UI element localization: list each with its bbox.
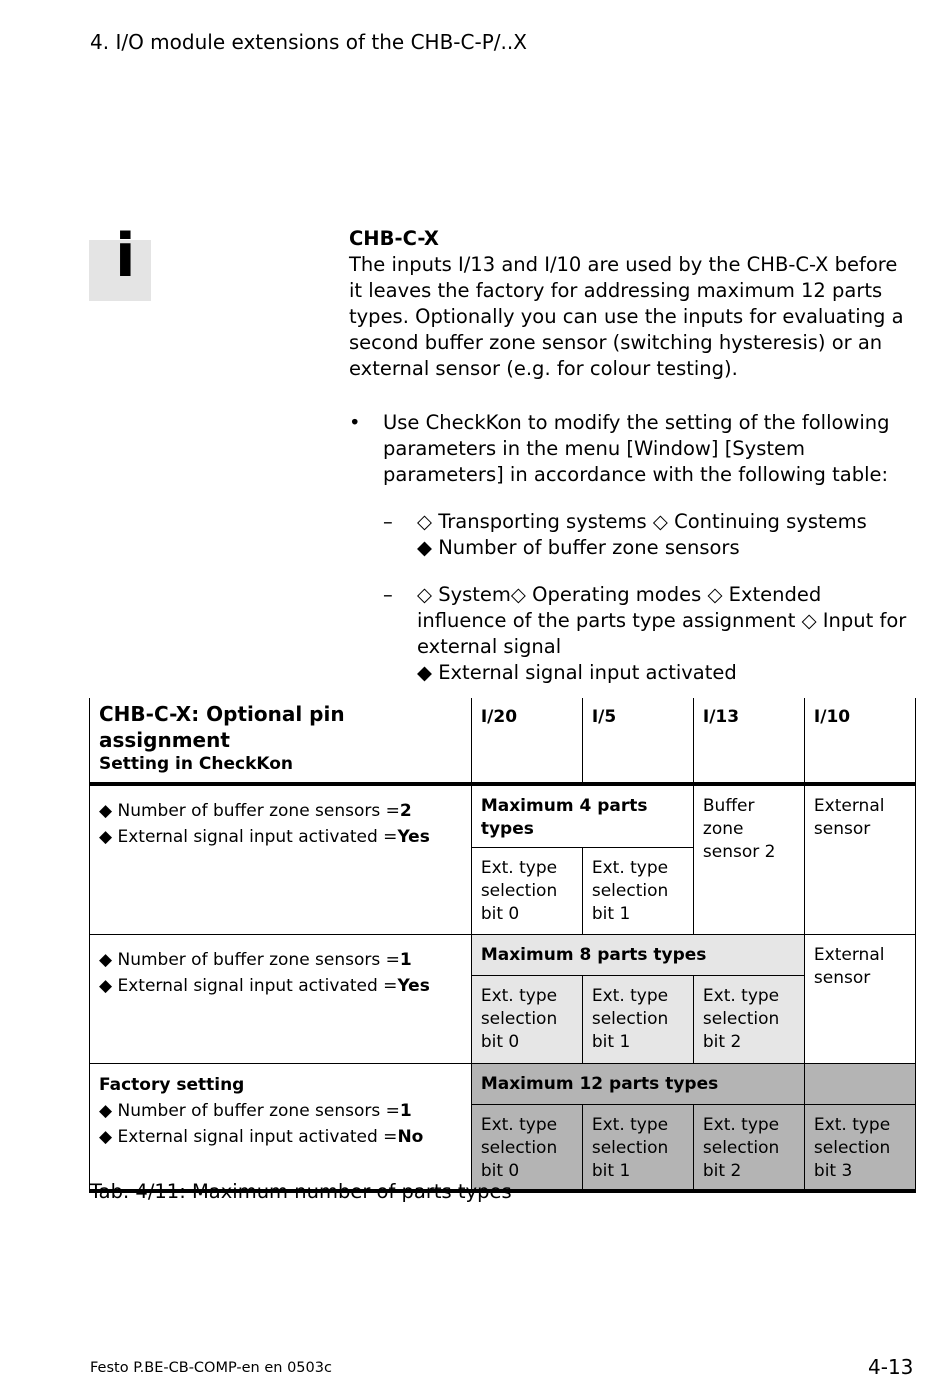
row-setting-label	[90, 935, 472, 1064]
table-title-cell	[90, 698, 472, 784]
table-title: CHB-C-X: Optional pin assignment	[99, 702, 345, 752]
table-cell: Ext. type selection bit 2	[693, 976, 804, 1064]
footer-doc-id: Festo P.BE-CB-COMP-en en 0503c	[90, 1360, 332, 1376]
span-header: Maximum 4 parts types	[471, 784, 693, 848]
dash-line: ◇ System◇ Operating modes ◇ Extended influence of the parts type assignment ◇ Input for external signal	[417, 583, 907, 658]
table-cell: External sensor	[804, 935, 915, 1064]
dash-line: ◆ External signal input activated	[417, 661, 737, 684]
dash-mark: –	[383, 583, 393, 606]
table-cell: Buffer zone sensor 2	[693, 784, 804, 935]
table-cell: Ext. type selection bit 0	[471, 848, 582, 935]
span-header: Maximum 12 parts types	[471, 1064, 804, 1105]
info-i-icon: i	[115, 221, 136, 291]
dash-mark: –	[383, 510, 393, 533]
table-header-row	[90, 698, 916, 784]
table-cell-empty	[804, 1064, 915, 1105]
setting-line: ◆ External signal input activated =Yes	[99, 976, 430, 996]
bullet-mark: •	[349, 411, 361, 434]
page-number: 4-13	[868, 1355, 914, 1379]
table-cell: External sensor	[804, 784, 915, 935]
factory-setting-title: Factory setting	[99, 1075, 245, 1095]
setting-line: ◆ Number of buffer zone sensors =2	[99, 801, 412, 821]
chapter-header: 4. I/O module extensions of the CHB-C-P/..X	[90, 30, 527, 54]
setting-line: ◆ Number of buffer zone sensors =1	[99, 950, 412, 970]
note-block	[349, 226, 909, 382]
note-body: The inputs I/13 and I/10 are used by the CHB-C-X before it leaves the factory for addressing maximum 12 parts types. Optionally you can use the inputs for evaluating a second buffer zone sensor (switching hysteresis) or an external sensor (e.g. for colour testing).	[349, 253, 904, 380]
column-header: I/10	[804, 698, 915, 784]
dash-line: ◆ Number of buffer zone sensors	[417, 536, 740, 559]
column-header: I/5	[582, 698, 693, 784]
row-setting-label	[90, 784, 472, 935]
setting-line: ◆ External signal input activated =Yes	[99, 827, 430, 847]
table-caption: Tab. 4/11: Maximum number of parts types	[90, 1180, 512, 1203]
table-cell: Ext. type selection bit 0	[471, 1105, 582, 1192]
table-cell: Ext. type selection bit 1	[582, 976, 693, 1064]
setting-line: ◆ Number of buffer zone sensors =1	[99, 1101, 412, 1121]
table-cell: Ext. type selection bit 1	[582, 1105, 693, 1192]
dash-line: ◇ Transporting systems ◇ Continuing systems	[417, 510, 867, 533]
table-subtitle: Setting in CheckKon	[99, 754, 294, 774]
setting-line: ◆ External signal input activated =No	[99, 1127, 424, 1147]
table-cell: Ext. type selection bit 3	[804, 1105, 915, 1192]
note-title: CHB-C-X	[349, 227, 439, 250]
table-cell: Ext. type selection bit 1	[582, 848, 693, 935]
table-row	[90, 935, 916, 976]
table-cell: Ext. type selection bit 2	[693, 1105, 804, 1192]
pin-assignment-table	[89, 698, 916, 1193]
span-header: Maximum 8 parts types	[471, 935, 804, 976]
table-row	[90, 1064, 916, 1105]
column-header: I/20	[471, 698, 582, 784]
table-cell: Ext. type selection bit 0	[471, 976, 582, 1064]
column-header: I/13	[693, 698, 804, 784]
bullet-text: Use CheckKon to modify the setting of the following parameters in the menu [Window] [System parameters] in accordance with the following table:	[383, 411, 890, 486]
row-setting-label	[90, 1064, 472, 1192]
table-row	[90, 784, 916, 848]
